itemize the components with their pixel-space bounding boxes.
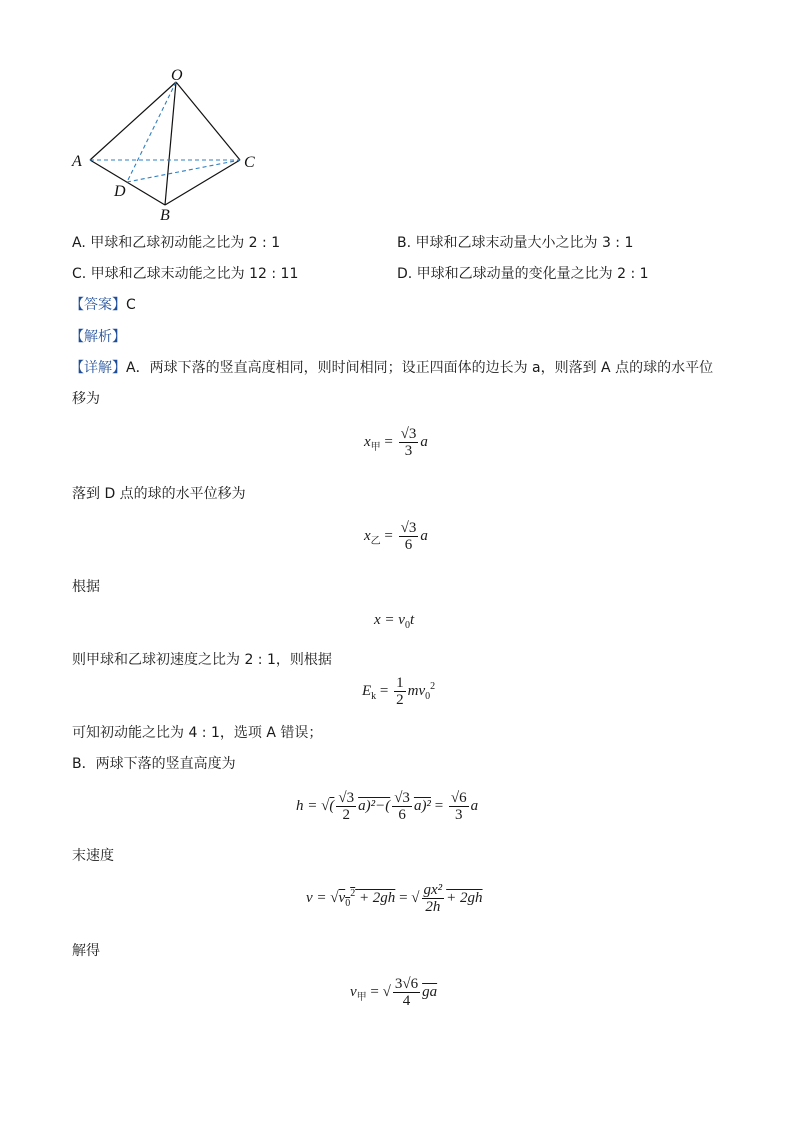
formula-x-yi: $x_乙$ = $\frac{√3}{6}$ a	[364, 520, 428, 553]
detail-line-6: 可知初动能之比为 4 : 1，选项 A 错误；	[72, 725, 323, 741]
edge-ab	[90, 160, 165, 205]
formula-ek: $E_k$ = $\frac{1}{2}$ $mv_0^2$	[362, 675, 436, 708]
detail-line-4: 根据	[72, 579, 100, 595]
tetrahedron-figure	[60, 60, 270, 225]
edge-dc	[127, 160, 240, 182]
detail-line-1	[70, 358, 713, 378]
analysis-tag: 【解析】	[70, 329, 126, 345]
label-d: D	[114, 183, 126, 200]
detail-tag: 【详解】	[70, 360, 126, 376]
option-a: A. 甲球和乙球初动能之比为 2 : 1	[72, 235, 281, 251]
option-c: C. 甲球和乙球末动能之比为 12 : 11	[72, 266, 299, 282]
detail-line-8: 末速度	[72, 848, 114, 864]
formula-v: $v = √v_0^2 + 2gh$ = √ $\frac{\text{gx²}}{2h}$ + 2gh	[306, 882, 483, 915]
detail-line-7: B．两球下落的竖直高度为	[72, 756, 236, 772]
detail-line-9: 解得	[72, 943, 100, 959]
label-a: A	[72, 153, 82, 170]
detail-text-1: A．两球下落的竖直高度相同，则时间相同；设正四面体的边长为 a，则落到 A 点的球的水平位	[126, 360, 714, 376]
answer-line	[70, 295, 136, 315]
edge-ob	[165, 82, 176, 205]
option-d: D. 甲球和乙球动量的变化量之比为 2 : 1	[397, 266, 649, 282]
detail-line-3: 落到 D 点的球的水平位移为	[72, 486, 246, 502]
formula-x-v0t: $x = v_0t$	[374, 612, 415, 631]
detail-line-2: 移为	[72, 391, 100, 407]
label-o: O	[171, 67, 183, 84]
option-b: B. 甲球和乙球末动量大小之比为 3 : 1	[397, 235, 634, 251]
solid-edges	[90, 82, 240, 205]
answer-value: C	[126, 297, 136, 313]
label-b: B	[160, 207, 170, 224]
formula-v-jia: $v_甲$ = √ $\frac{3√6}{4}$ ga	[350, 976, 438, 1009]
formula-h: h = √( $\frac{√3}{2}$ a)²−( $\frac{√3}{6}$ a)² = $\frac{√6}{3}$ a	[296, 790, 479, 823]
formula-x-jia: $x_甲$ = $\frac{√3}{3}$ a	[364, 426, 428, 459]
label-c: C	[244, 154, 255, 171]
edge-oc	[176, 82, 240, 160]
detail-line-5: 则甲球和乙球初速度之比为 2 : 1，则根据	[72, 652, 332, 668]
answer-tag: 【答案】	[70, 297, 126, 313]
edge-oa	[90, 82, 176, 160]
